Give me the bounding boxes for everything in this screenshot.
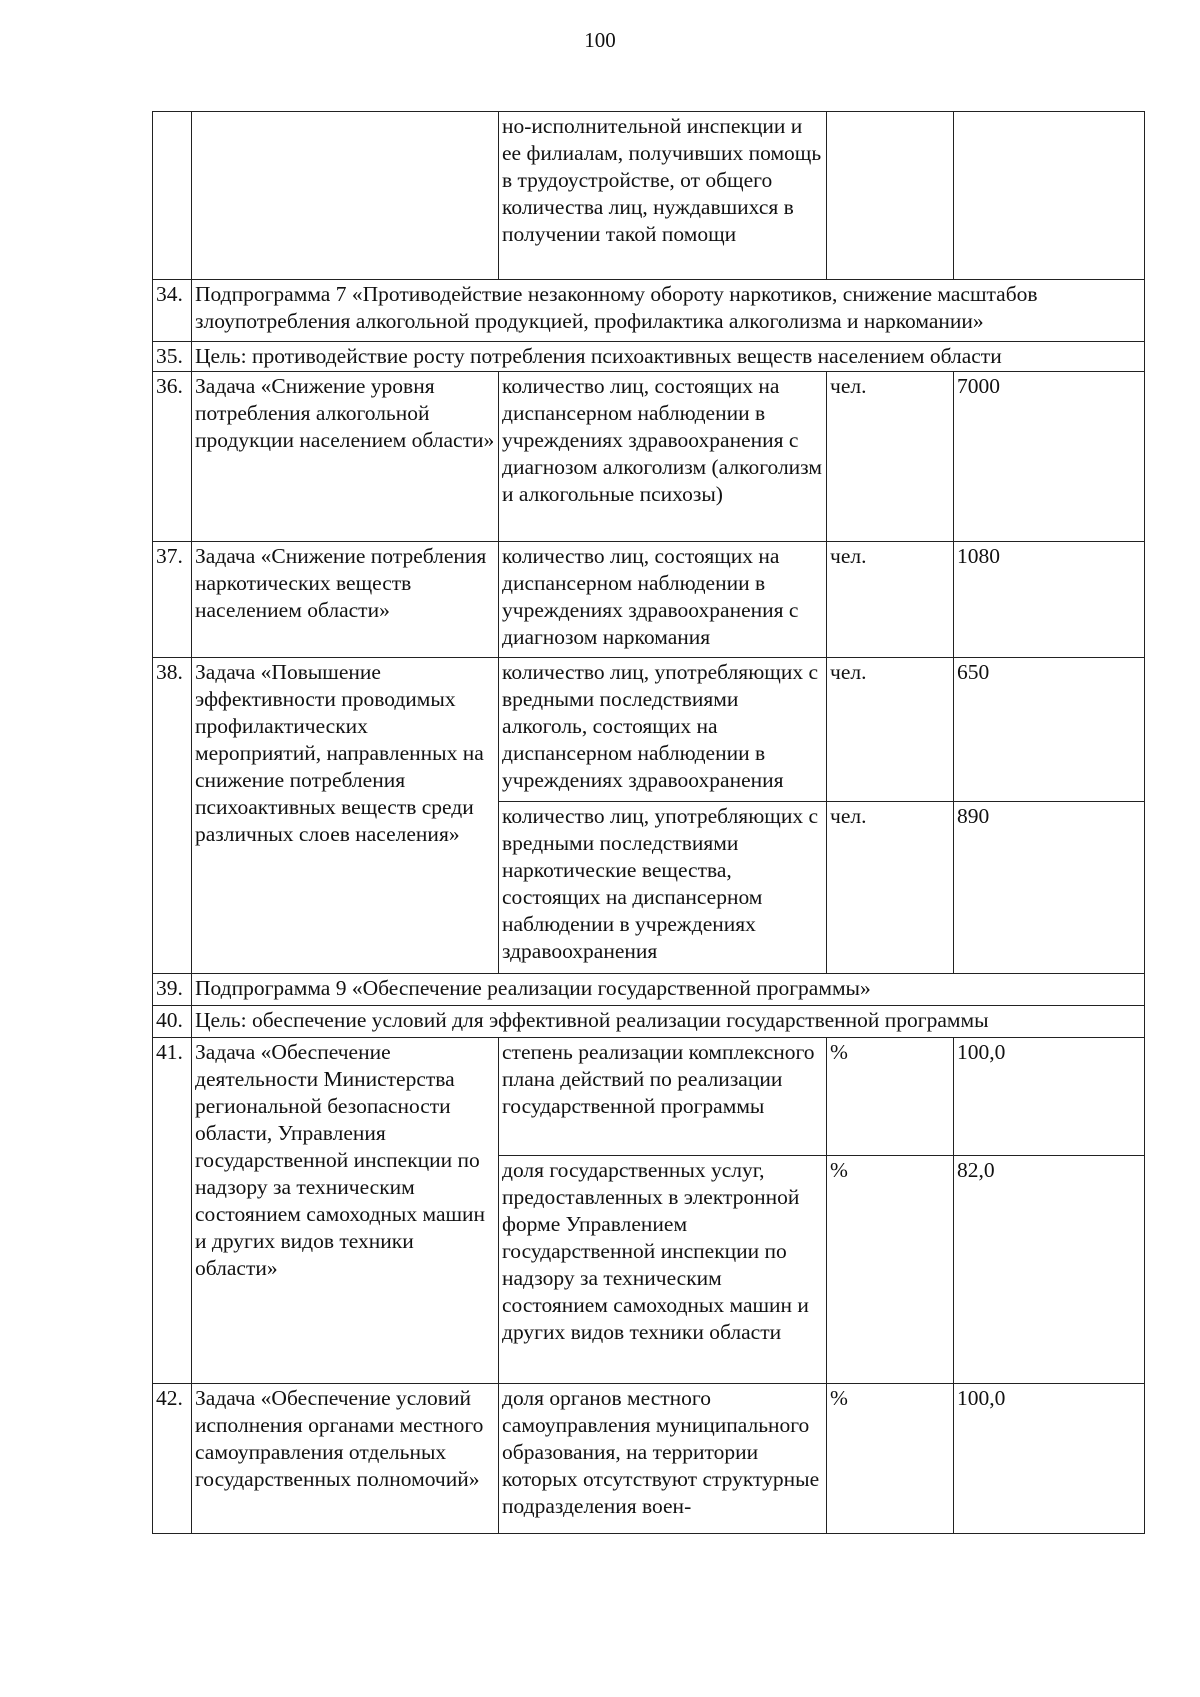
indicator-cell: количество лиц, употребляющих с вредными последствиями наркотические вещества, состоящих на диспансерном наблюдении в учреждениях здравоохранения	[499, 802, 827, 974]
value-cell: 650	[954, 658, 1145, 802]
unit-cell: %	[827, 1384, 954, 1534]
row-number: 37.	[153, 542, 192, 658]
value-cell: 100,0	[954, 1038, 1145, 1156]
unit-cell: чел.	[827, 802, 954, 974]
indicator-cell: количество лиц, употребляющих с вредными последствиями алкоголь, состоящих на диспансерном наблюдении в учреждениях здравоохранения	[499, 658, 827, 802]
value-cell: 100,0	[954, 1384, 1145, 1534]
row-number	[153, 112, 192, 280]
value-cell	[954, 112, 1145, 280]
unit-cell: %	[827, 1038, 954, 1156]
table-row	[153, 1038, 1145, 1156]
row-number: 39.	[153, 974, 192, 1006]
value-cell: 890	[954, 802, 1145, 974]
goal-title: Цель: обеспечение условий для эффективной реализации государственной программы	[192, 1006, 1145, 1038]
indicators-table	[152, 111, 1145, 1534]
row-number: 42.	[153, 1384, 192, 1534]
task-cell	[192, 112, 499, 280]
unit-cell	[827, 112, 954, 280]
table-row	[153, 342, 1145, 372]
task-cell: Задача «Повышение эффективности проводимых профилактических мероприятий, направленных на снижение потребления психоактивных веществ среди различных слоев населения»	[192, 658, 499, 974]
indicator-cell: количество лиц, состоящих на диспансерном наблюдении в учреждениях здравоохранения с диагнозом алкоголизм (алкоголизм и алкогольные психозы)	[499, 372, 827, 542]
value-cell: 82,0	[954, 1156, 1145, 1384]
unit-cell: чел.	[827, 658, 954, 802]
subprogram-title: Подпрограмма 9 «Обеспечение реализации государственной программы»	[192, 974, 1145, 1006]
row-number: 41.	[153, 1038, 192, 1384]
table-row	[153, 112, 1145, 280]
indicator-cell: доля государственных услуг, предоставленных в электронной форме Управлением государственной инспекции по надзору за техническим состоянием самоходных машин и других видов техники области	[499, 1156, 827, 1384]
task-cell: Задача «Обеспечение деятельности Министерства региональной безопасности области, Управления государственной инспекции по надзору за техническим состоянием самоходных машин и других видов техники области»	[192, 1038, 499, 1384]
row-number: 40.	[153, 1006, 192, 1038]
unit-cell: чел.	[827, 372, 954, 542]
table-row	[153, 542, 1145, 658]
table-row	[153, 658, 1145, 802]
row-number: 34.	[153, 280, 192, 342]
goal-title: Цель: противодействие росту потребления психоактивных веществ населением области	[192, 342, 1145, 372]
indicator-cell: степень реализации комплексного плана действий по реализации государственной программы	[499, 1038, 827, 1156]
table-row	[153, 372, 1145, 542]
row-number: 38.	[153, 658, 192, 974]
task-cell: Задача «Снижение потребления наркотических веществ населением области»	[192, 542, 499, 658]
unit-cell: чел.	[827, 542, 954, 658]
indicator-cell: доля органов местного самоуправления муниципального образования, на территории которых отсутствуют структурные подразделения воен-	[499, 1384, 827, 1534]
indicator-cell: количество лиц, состоящих на диспансерном наблюдении в учреждениях здравоохранения с диагнозом наркомания	[499, 542, 827, 658]
indicator-cell: но-исполнительной инспекции и ее филиалам, получивших помощь в трудоустройстве, от общего количества лиц, нуждавшихся в получении такой помощи	[499, 112, 827, 280]
table-row	[153, 974, 1145, 1006]
page-number: 100	[584, 28, 616, 52]
table-row	[153, 280, 1145, 342]
subprogram-title: Подпрограмма 7 «Противодействие незаконному обороту наркотиков, снижение масштабов злоупотребления алкогольной продукцией, профилактика алкоголизма и наркомании»	[192, 280, 1145, 342]
table-row	[153, 1006, 1145, 1038]
unit-cell: %	[827, 1156, 954, 1384]
value-cell: 1080	[954, 542, 1145, 658]
row-number: 35.	[153, 342, 192, 372]
row-number: 36.	[153, 372, 192, 542]
table-row	[153, 1384, 1145, 1534]
task-cell: Задача «Снижение уровня потребления алкогольной продукции населением области»	[192, 372, 499, 542]
task-cell: Задача «Обеспечение условий исполнения органами местного самоуправления отдельных государственных полномочий»	[192, 1384, 499, 1534]
value-cell: 7000	[954, 372, 1145, 542]
